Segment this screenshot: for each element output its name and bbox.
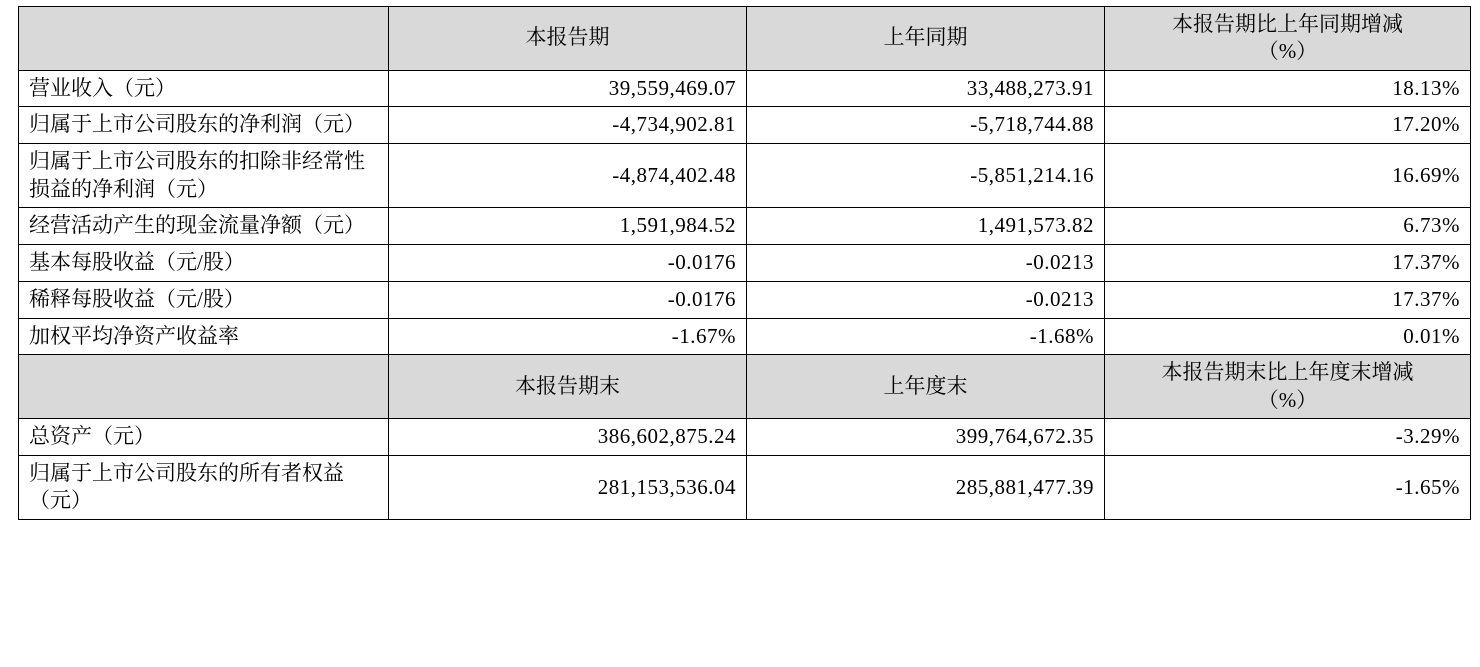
row-current-value: -0.0176 <box>389 281 747 318</box>
table-header-row-period-end <box>19 355 1471 419</box>
table-row <box>19 208 1471 245</box>
financial-summary-table <box>18 6 1471 520</box>
row-previous-value: -5,851,214.16 <box>747 144 1105 208</box>
row-current-value: 39,559,469.07 <box>389 70 747 107</box>
row-previous-value: 399,764,672.35 <box>747 418 1105 455</box>
row-label: 基本每股收益（元/股） <box>19 245 389 282</box>
header-cell-current-period: 本报告期 <box>389 7 747 71</box>
row-label: 经营活动产生的现金流量净额（元） <box>19 208 389 245</box>
row-current-value: -4,874,402.48 <box>389 144 747 208</box>
row-change-value: 17.20% <box>1105 107 1471 144</box>
header-cell-previous-year-end: 上年度末 <box>747 355 1105 419</box>
row-change-value: -1.65% <box>1105 455 1471 519</box>
row-current-value: -4,734,902.81 <box>389 107 747 144</box>
row-previous-value: -1.68% <box>747 318 1105 355</box>
table-row <box>19 418 1471 455</box>
header-cell-blank <box>19 355 389 419</box>
row-change-value: 17.37% <box>1105 245 1471 282</box>
table-row <box>19 107 1471 144</box>
row-label: 加权平均净资产收益率 <box>19 318 389 355</box>
table-row <box>19 455 1471 519</box>
header-change-line1: 本报告期末比上年度末增减 <box>1161 360 1414 385</box>
header-cell-previous-period: 上年同期 <box>747 7 1105 71</box>
row-label: 归属于上市公司股东的净利润（元） <box>19 107 389 144</box>
table-row <box>19 318 1471 355</box>
row-previous-value: 1,491,573.82 <box>747 208 1105 245</box>
row-label: 营业收入（元） <box>19 70 389 107</box>
row-current-value: -1.67% <box>389 318 747 355</box>
table-row <box>19 245 1471 282</box>
row-change-value: 6.73% <box>1105 208 1471 245</box>
row-label: 归属于上市公司股东的扣除非经常性损益的净利润（元） <box>19 144 389 208</box>
row-current-value: 281,153,536.04 <box>389 455 747 519</box>
header-cell-period-change <box>1105 7 1471 71</box>
row-current-value: 1,591,984.52 <box>389 208 747 245</box>
table-row <box>19 144 1471 208</box>
row-label: 归属于上市公司股东的所有者权益（元） <box>19 455 389 519</box>
table-row <box>19 281 1471 318</box>
row-previous-value: -5,718,744.88 <box>747 107 1105 144</box>
row-change-value: 18.13% <box>1105 70 1471 107</box>
row-current-value: 386,602,875.24 <box>389 418 747 455</box>
row-label: 稀释每股收益（元/股） <box>19 281 389 318</box>
row-previous-value: -0.0213 <box>747 245 1105 282</box>
row-change-value: 17.37% <box>1105 281 1471 318</box>
row-previous-value: 33,488,273.91 <box>747 70 1105 107</box>
header-change-line2: （%） <box>1257 39 1318 64</box>
row-change-value: -3.29% <box>1105 418 1471 455</box>
header-change-line1: 本报告期比上年同期增减 <box>1172 12 1403 36</box>
row-previous-value: -0.0213 <box>747 281 1105 318</box>
header-change-line2: （%） <box>1257 387 1318 412</box>
header-cell-period-end-change <box>1105 355 1471 419</box>
header-cell-current-period-end: 本报告期末 <box>389 355 747 419</box>
row-previous-value: 285,881,477.39 <box>747 455 1105 519</box>
row-change-value: 16.69% <box>1105 144 1471 208</box>
table-header-row-period <box>19 7 1471 71</box>
header-cell-blank <box>19 7 389 71</box>
row-label: 总资产（元） <box>19 418 389 455</box>
row-current-value: -0.0176 <box>389 245 747 282</box>
table-row <box>19 70 1471 107</box>
row-change-value: 0.01% <box>1105 318 1471 355</box>
